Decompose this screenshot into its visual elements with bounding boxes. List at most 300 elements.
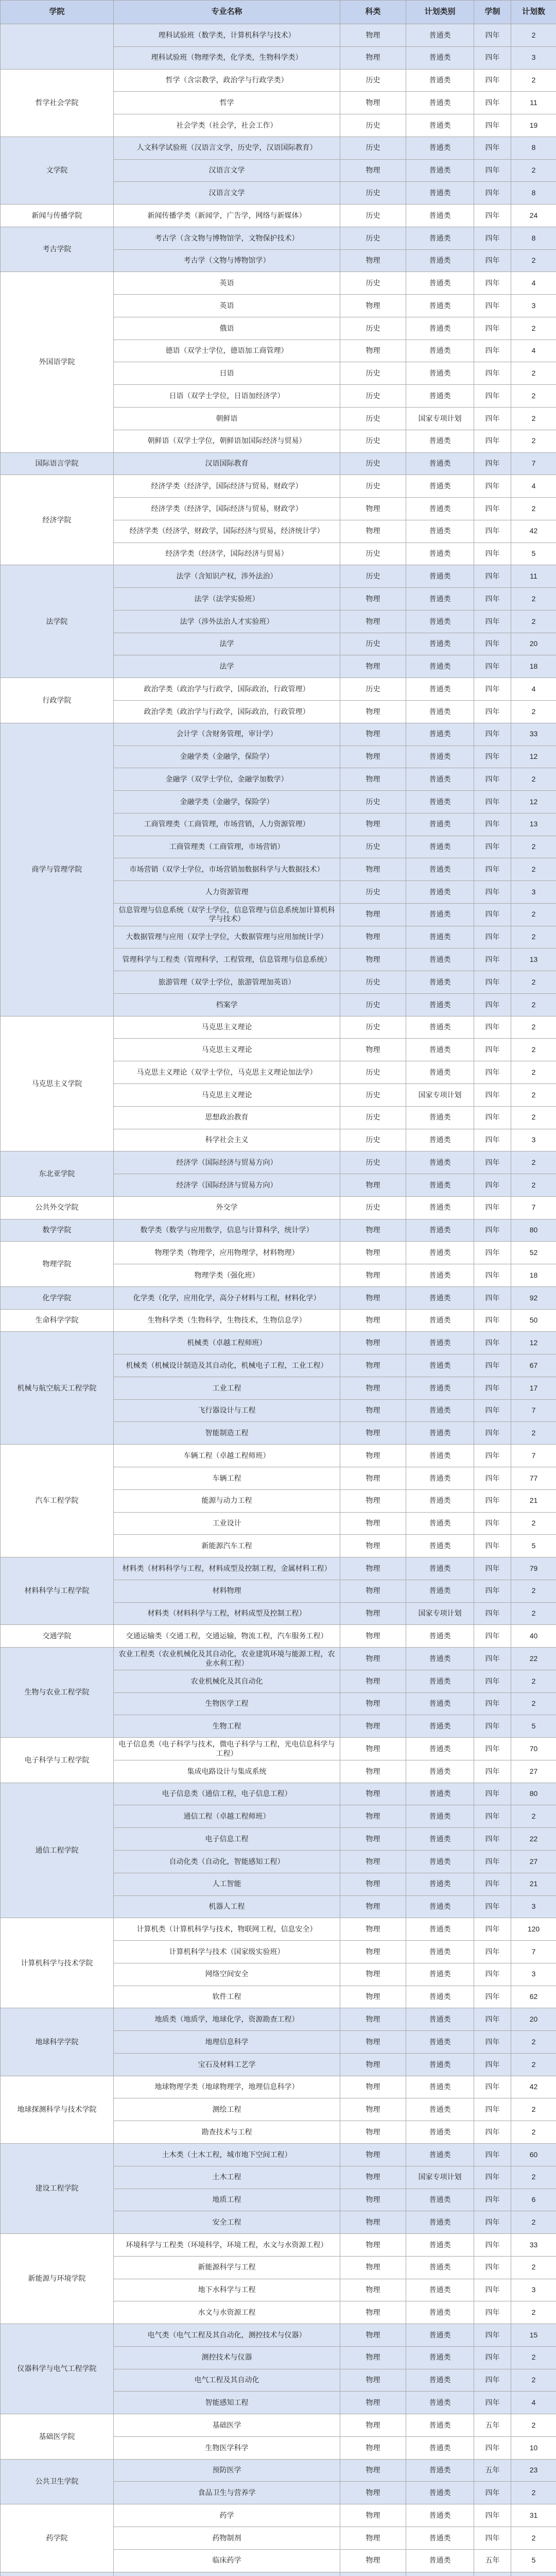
- table-row: [1, 2008, 556, 2031]
- duration-cell: 四年: [474, 1963, 511, 1986]
- plan-type-cell: 普通类: [406, 1286, 474, 1309]
- college-cell: 新闻与传播学院: [1, 205, 114, 227]
- count-cell: 20: [511, 633, 556, 655]
- plan-type-cell: 普通类: [406, 2211, 474, 2234]
- count-cell: 2: [511, 1016, 556, 1039]
- subject-cell: 物理: [340, 1535, 406, 1557]
- duration-cell: 四年: [474, 768, 511, 791]
- plan-type-cell: 普通类: [406, 1467, 474, 1490]
- table-row: [1, 1738, 556, 1760]
- duration-cell: 四年: [474, 1805, 511, 1828]
- major-cell: [114, 2572, 340, 2576]
- plan-type-cell: 国家专项计划: [406, 1602, 474, 1625]
- plan-type-cell: 普通类: [406, 385, 474, 408]
- duration-cell: 四年: [474, 2031, 511, 2054]
- major-cell: 社会学类（社会学，社会工作）: [114, 114, 340, 137]
- plan-type-cell: 普通类: [406, 137, 474, 159]
- count-cell: 2: [511, 858, 556, 881]
- duration-cell: 四年: [474, 340, 511, 362]
- college-cell: [1, 24, 114, 70]
- count-cell: 7: [511, 452, 556, 475]
- subject-cell: 历史: [340, 227, 406, 249]
- plan-type-cell: 普通类: [406, 565, 474, 588]
- duration-cell: 四年: [474, 272, 511, 295]
- plan-type-cell: 普通类: [406, 948, 474, 971]
- duration-cell: 四年: [474, 1309, 511, 1332]
- subject-cell: 物理: [340, 2324, 406, 2347]
- subject-cell: 历史: [340, 362, 406, 385]
- major-cell: 环境科学与工程类（环境科学，环境工程，水文与水资源工程）: [114, 2234, 340, 2257]
- subject-cell: 历史: [340, 1061, 406, 1084]
- table-row: [1, 2459, 556, 2482]
- subject-cell: 物理: [340, 1648, 406, 1670]
- subject-cell: 物理: [340, 2189, 406, 2211]
- plan-type-cell: 普通类: [406, 1805, 474, 1828]
- count-cell: 2: [511, 2121, 556, 2144]
- major-cell: 政治学类（政治学与行政学，国际政治，行政管理）: [114, 700, 340, 723]
- major-cell: 土木工程: [114, 2166, 340, 2189]
- subject-cell: 物理: [340, 1264, 406, 1287]
- plan-type-cell: 普通类: [406, 452, 474, 475]
- duration-cell: 四年: [474, 2301, 511, 2324]
- count-cell: 2: [511, 2256, 556, 2279]
- duration-cell: 四年: [474, 1196, 511, 1219]
- major-cell: 生物工程: [114, 1715, 340, 1738]
- plan-type-cell: 普通类: [406, 2098, 474, 2121]
- duration-cell: 四年: [474, 1512, 511, 1535]
- duration-cell: 四年: [474, 678, 511, 701]
- count-cell: 3: [511, 46, 556, 69]
- duration-cell: 四年: [474, 1489, 511, 1512]
- count-cell: 2: [511, 1422, 556, 1445]
- subject-cell: 历史: [340, 475, 406, 498]
- subject-cell: 物理: [340, 1174, 406, 1197]
- count-cell: 33: [511, 2234, 556, 2257]
- duration-cell: 四年: [474, 227, 511, 249]
- subject-cell: 历史: [340, 1016, 406, 1039]
- duration-cell: 四年: [474, 92, 511, 114]
- subject-cell: 物理: [340, 520, 406, 543]
- subject-cell: 物理: [340, 1918, 406, 1941]
- table-row: [1, 2234, 556, 2257]
- duration-cell: 四年: [474, 114, 511, 137]
- college-cell: 基础医学院: [1, 2414, 114, 2460]
- subject-cell: 物理: [340, 2549, 406, 2572]
- major-cell: 基础医学: [114, 2414, 340, 2437]
- count-cell: 120: [511, 1918, 556, 1941]
- plan-type-cell: 普通类: [406, 1309, 474, 1332]
- major-cell: 电气工程及其自动化: [114, 2369, 340, 2392]
- subject-cell: 历史: [340, 881, 406, 904]
- major-cell: 经济学（国际经济与贸易方向）: [114, 1151, 340, 1174]
- major-cell: 马克思主义理论（双学士学位，马克思主义理论加法学）: [114, 1061, 340, 1084]
- major-cell: 计算机科学与技术（国家级实验班）: [114, 1941, 340, 1963]
- duration-cell: 四年: [474, 1467, 511, 1490]
- subject-cell: 物理: [340, 24, 406, 47]
- count-cell: 2: [511, 408, 556, 430]
- count-cell: 2: [511, 1805, 556, 1828]
- major-cell: 工商管理类（工商管理，市场营销，人力资源管理）: [114, 813, 340, 836]
- plan-type-cell: 普通类: [406, 1129, 474, 1151]
- duration-cell: 四年: [474, 1039, 511, 1061]
- major-cell: 马克思主义理论: [114, 1083, 340, 1106]
- duration-cell: 四年: [474, 700, 511, 723]
- major-cell: 新能源科学与工程: [114, 2256, 340, 2279]
- subject-cell: 历史: [340, 1129, 406, 1151]
- major-cell: 哲学（含宗教学，政治学与行政学类）: [114, 69, 340, 92]
- count-cell: 2: [511, 610, 556, 633]
- subject-cell: 物理: [340, 1986, 406, 2008]
- duration-cell: 四年: [474, 1332, 511, 1354]
- duration-cell: 四年: [474, 813, 511, 836]
- major-cell: 通信工程（卓越工程师班）: [114, 1805, 340, 1828]
- table-row: [1, 1151, 556, 1174]
- table-row: [1, 1242, 556, 1264]
- duration-cell: 四年: [474, 2369, 511, 2392]
- major-cell: 能源与动力工程: [114, 1489, 340, 1512]
- count-cell: 2: [511, 700, 556, 723]
- count-cell: 2: [511, 430, 556, 452]
- duration-cell: 四年: [474, 655, 511, 678]
- college-cell: 国际语言学院: [1, 452, 114, 475]
- count-cell: 11: [511, 565, 556, 588]
- college-cell: 化学学院: [1, 1286, 114, 1309]
- duration-cell: 四年: [474, 1580, 511, 1602]
- subject-cell: 物理: [340, 1873, 406, 1895]
- subject-cell: 物理: [340, 1377, 406, 1399]
- count-cell: 80: [511, 1219, 556, 1242]
- plan-type-cell: 普通类: [406, 971, 474, 994]
- subject-cell: 物理: [340, 1354, 406, 1377]
- plan-type-cell: 普通类: [406, 1986, 474, 2008]
- major-cell: 日语: [114, 362, 340, 385]
- plan-type-cell: 普通类: [406, 249, 474, 272]
- major-cell: 农业机械化及其自动化: [114, 1670, 340, 1692]
- major-cell: 测绘工程: [114, 2098, 340, 2121]
- plan-type-cell: 普通类: [406, 1851, 474, 1873]
- subject-cell: 历史: [340, 272, 406, 295]
- major-cell: 英语: [114, 272, 340, 295]
- plan-type-cell: 普通类: [406, 1016, 474, 1039]
- count-cell: 79: [511, 1557, 556, 1580]
- count-cell: 2: [511, 993, 556, 1016]
- major-cell: 经济学（国际经济与贸易方向）: [114, 1174, 340, 1197]
- duration-cell: 四年: [474, 2256, 511, 2279]
- subject-cell: 物理: [340, 813, 406, 836]
- plan-type-cell: 普通类: [406, 588, 474, 611]
- duration-cell: 四年: [474, 452, 511, 475]
- plan-type-cell: 普通类: [406, 1377, 474, 1399]
- plan-type-cell: 普通类: [406, 1196, 474, 1219]
- major-cell: 法学（涉外法治人才实验班）: [114, 610, 340, 633]
- table-row: [1, 1648, 556, 1670]
- subject-cell: 物理: [340, 1895, 406, 1918]
- college-cell: 物理学院: [1, 1242, 114, 1287]
- table-body: [1, 24, 556, 2576]
- major-cell: 生物科学类（生物科学，生物技术，生物信息学）: [114, 1309, 340, 1332]
- plan-type-cell: 普通类: [406, 1873, 474, 1895]
- subject-cell: 物理: [340, 903, 406, 926]
- major-cell: 材料类（材料科学与工程，材料成型及控制工程）: [114, 1602, 340, 1625]
- count-cell: 7: [511, 1196, 556, 1219]
- college-cell: 经济学院: [1, 475, 114, 565]
- count-cell: 2: [511, 2482, 556, 2504]
- count-cell: 8: [511, 227, 556, 249]
- subject-cell: 物理: [340, 1760, 406, 1783]
- major-cell: 工商管理类（工商管理，市场营销）: [114, 836, 340, 858]
- count-cell: 2: [511, 1512, 556, 1535]
- subject-cell: 物理: [340, 1963, 406, 1986]
- subject-cell: 物理: [340, 926, 406, 948]
- plan-type-cell: 普通类: [406, 723, 474, 745]
- plan-type-cell: 普通类: [406, 791, 474, 814]
- subject-cell: 物理: [340, 2256, 406, 2279]
- count-cell: 2: [511, 2166, 556, 2189]
- plan-type-cell: 普通类: [406, 2414, 474, 2437]
- plan-type-cell: 普通类: [406, 498, 474, 520]
- subject-cell: 历史: [340, 69, 406, 92]
- subject-cell: 物理: [340, 1309, 406, 1332]
- plan-type-cell: 普通类: [406, 1061, 474, 1084]
- count-cell: 62: [511, 1986, 556, 2008]
- subject-cell: 物理: [340, 588, 406, 611]
- duration-cell: 四年: [474, 520, 511, 543]
- subject-cell: 物理: [340, 1039, 406, 1061]
- plan-type-cell: 普通类: [406, 2301, 474, 2324]
- plan-type-cell: 普通类: [406, 317, 474, 340]
- table-row: [1, 1309, 556, 1332]
- duration-cell: 五年: [474, 2549, 511, 2572]
- count-cell: 2: [511, 2346, 556, 2369]
- count-cell: 12: [511, 745, 556, 768]
- major-cell: 电子信息类（通信工程，电子信息工程）: [114, 1783, 340, 1805]
- subject-cell: 物理: [340, 46, 406, 69]
- count-cell: 22: [511, 1648, 556, 1670]
- duration-cell: 四年: [474, 2346, 511, 2369]
- subject-cell: 物理: [340, 2031, 406, 2054]
- subject-cell: 历史: [340, 452, 406, 475]
- plan-type-cell: 普通类: [406, 655, 474, 678]
- duration-cell: 四年: [474, 362, 511, 385]
- major-cell: 政治学类（政治学与行政学，国际政治，行政管理）: [114, 678, 340, 701]
- count-cell: 2: [511, 1602, 556, 1625]
- major-cell: 机器人工程: [114, 1895, 340, 1918]
- subject-cell: 历史: [340, 205, 406, 227]
- subject-cell: 历史: [340, 385, 406, 408]
- major-cell: 材料物理: [114, 1580, 340, 1602]
- count-cell: 5: [511, 543, 556, 565]
- count-cell: 13: [511, 948, 556, 971]
- duration-cell: 四年: [474, 46, 511, 69]
- plan-type-cell: 普通类: [406, 2076, 474, 2098]
- count-cell: 2: [511, 2301, 556, 2324]
- count-cell: 19: [511, 114, 556, 137]
- subject-cell: 历史: [340, 678, 406, 701]
- count-cell: 2: [511, 24, 556, 47]
- count-cell: 2: [511, 2031, 556, 2054]
- duration-cell: 四年: [474, 2166, 511, 2189]
- plan-type-cell: 普通类: [406, 475, 474, 498]
- count-cell: 31: [511, 2504, 556, 2527]
- plan-type-cell: 普通类: [406, 2008, 474, 2031]
- major-cell: 汉语言文学: [114, 159, 340, 182]
- plan-type-cell: 普通类: [406, 993, 474, 1016]
- major-cell: 机械类（卓越工程师班）: [114, 1332, 340, 1354]
- subject-cell: 物理: [340, 1715, 406, 1738]
- plan-type-cell: 普通类: [406, 1106, 474, 1129]
- duration-cell: 四年: [474, 2053, 511, 2076]
- major-cell: 测控技术与仪器: [114, 2346, 340, 2369]
- count-cell: 20: [511, 2008, 556, 2031]
- table-row: [1, 2076, 556, 2098]
- count-cell: 2: [511, 836, 556, 858]
- plan-type-cell: 普通类: [406, 543, 474, 565]
- major-cell: 哲学: [114, 92, 340, 114]
- count-cell: 2: [511, 971, 556, 994]
- table-row: [1, 678, 556, 701]
- plan-type-cell: 普通类: [406, 2143, 474, 2166]
- plan-type-cell: 普通类: [406, 2256, 474, 2279]
- count-cell: 8: [511, 137, 556, 159]
- duration-cell: 四年: [474, 1061, 511, 1084]
- major-cell: 人力资源管理: [114, 881, 340, 904]
- subject-cell: 物理: [340, 1557, 406, 1580]
- college-cell: 通信工程学院: [1, 1783, 114, 1918]
- count-cell: 17: [511, 1377, 556, 1399]
- duration-cell: 四年: [474, 295, 511, 317]
- plan-type-cell: 普通类: [406, 745, 474, 768]
- college-cell: 数学学院: [1, 1219, 114, 1242]
- plan-type-cell: 普通类: [406, 1895, 474, 1918]
- subject-cell: 物理: [340, 700, 406, 723]
- duration-cell: 四年: [474, 1918, 511, 1941]
- major-cell: 日语（双学士学位，日语加经济学）: [114, 385, 340, 408]
- subject-cell: 历史: [340, 182, 406, 205]
- plan-type-cell: 普通类: [406, 2346, 474, 2369]
- count-cell: 15: [511, 2324, 556, 2347]
- table-row: [1, 1918, 556, 1941]
- count-cell: 3: [511, 2279, 556, 2301]
- count-cell: 33: [511, 723, 556, 745]
- major-cell: 生物医学工程: [114, 1692, 340, 1715]
- subject-cell: 物理: [340, 2527, 406, 2549]
- plan-type-cell: 国家专项计划: [406, 408, 474, 430]
- subject-cell: 物理: [340, 1467, 406, 1490]
- major-cell: 金融学类（金融学，保险学）: [114, 791, 340, 814]
- subject-cell: 物理: [340, 2279, 406, 2301]
- college-cell: 公共卫生学院: [1, 2459, 114, 2504]
- count-cell: 40: [511, 1625, 556, 1648]
- major-cell: 电子信息类（电子科学与技术，微电子科学与工程，光电信息科学与工程）: [114, 1738, 340, 1760]
- plan-type-cell: 普通类: [406, 2053, 474, 2076]
- major-cell: 食品卫生与营养学: [114, 2482, 340, 2504]
- duration-cell: 四年: [474, 543, 511, 565]
- major-cell: 软件工程: [114, 1986, 340, 2008]
- table-row: [1, 2324, 556, 2347]
- major-cell: 材料类（材料科学与工程，材料成型及控制工程，金属材料工程）: [114, 1557, 340, 1580]
- plan-type-cell: 普通类: [406, 678, 474, 701]
- duration-cell: 四年: [474, 1648, 511, 1670]
- count-cell: 2: [511, 588, 556, 611]
- count-cell: 2: [511, 2211, 556, 2234]
- count-cell: 12: [511, 1332, 556, 1354]
- major-cell: 物理学类（物理学，应用物理学，材料物理）: [114, 1242, 340, 1264]
- plan-type-cell: 普通类: [406, 227, 474, 249]
- table-row: [1, 137, 556, 159]
- subject-cell: 物理: [340, 2234, 406, 2257]
- count-cell: 3: [511, 881, 556, 904]
- duration-cell: 四年: [474, 69, 511, 92]
- major-cell: 电子信息工程: [114, 1828, 340, 1851]
- college-cell: 法学院: [1, 565, 114, 678]
- duration-cell: 四年: [474, 1219, 511, 1242]
- subject-cell: 历史: [340, 1196, 406, 1219]
- duration-cell: 四年: [474, 2008, 511, 2031]
- subject-cell: 物理: [340, 2392, 406, 2414]
- table-row: [1, 2572, 556, 2576]
- plan-type-cell: 普通类: [406, 1783, 474, 1805]
- count-cell: 7: [511, 1941, 556, 1963]
- count-cell: 2: [511, 2527, 556, 2549]
- duration-cell: 四年: [474, 1129, 511, 1151]
- duration-cell: 五年: [474, 2459, 511, 2482]
- duration-cell: 四年: [474, 1016, 511, 1039]
- college-cell: 材料科学与工程学院: [1, 1557, 114, 1625]
- duration-cell: 四年: [474, 1873, 511, 1895]
- plan-type-cell: 普通类: [406, 114, 474, 137]
- table-row: [1, 475, 556, 498]
- table-row: [1, 272, 556, 295]
- plan-type-cell: 普通类: [406, 700, 474, 723]
- plan-type-cell: 普通类: [406, 430, 474, 452]
- major-cell: 德语（双学士学位，德语加工商管理）: [114, 340, 340, 362]
- plan-type-cell: 普通类: [406, 2279, 474, 2301]
- plan-type-cell: 普通类: [406, 1715, 474, 1738]
- duration-cell: 四年: [474, 1106, 511, 1129]
- major-cell: 金融学类（金融学，保险学）: [114, 745, 340, 768]
- subject-cell: 历史: [340, 430, 406, 452]
- major-cell: 人文科学试验班（汉语言文学，历史学，汉语国际教育）: [114, 137, 340, 159]
- plan-type-cell: 普通类: [406, 1648, 474, 1670]
- subject-cell: 物理: [340, 723, 406, 745]
- duration-cell: 四年: [474, 1286, 511, 1309]
- duration-cell: 四年: [474, 2279, 511, 2301]
- count-cell: 2: [511, 1083, 556, 1106]
- subject-cell: 物理: [340, 2143, 406, 2166]
- count-cell: 8: [511, 182, 556, 205]
- major-cell: 马克思主义理论: [114, 1016, 340, 1039]
- count-cell: 52: [511, 1242, 556, 1264]
- plan-type-cell: 普通类: [406, 903, 474, 926]
- college-cell: 汽车工程学院: [1, 1445, 114, 1557]
- count-cell: 22: [511, 1828, 556, 1851]
- duration-cell: 四年: [474, 1783, 511, 1805]
- duration-cell: 四年: [474, 1625, 511, 1648]
- duration-cell: 四年: [474, 1670, 511, 1692]
- subject-cell: 物理: [340, 1692, 406, 1715]
- duration-cell: 四年: [474, 2189, 511, 2211]
- count-cell: 2: [511, 69, 556, 92]
- major-cell: 农业工程类（农业机械化及其自动化，农业建筑环境与能源工程，农业水利工程）: [114, 1648, 340, 1670]
- duration-cell: 四年: [474, 1602, 511, 1625]
- duration-cell: 四年: [474, 588, 511, 611]
- count-cell: 4: [511, 340, 556, 362]
- count-cell: 27: [511, 1851, 556, 1873]
- col-header-duration: 学制: [474, 1, 511, 24]
- major-cell: 思想政治教育: [114, 1106, 340, 1129]
- subject-cell: 物理: [340, 1332, 406, 1354]
- duration-cell: 四年: [474, 24, 511, 47]
